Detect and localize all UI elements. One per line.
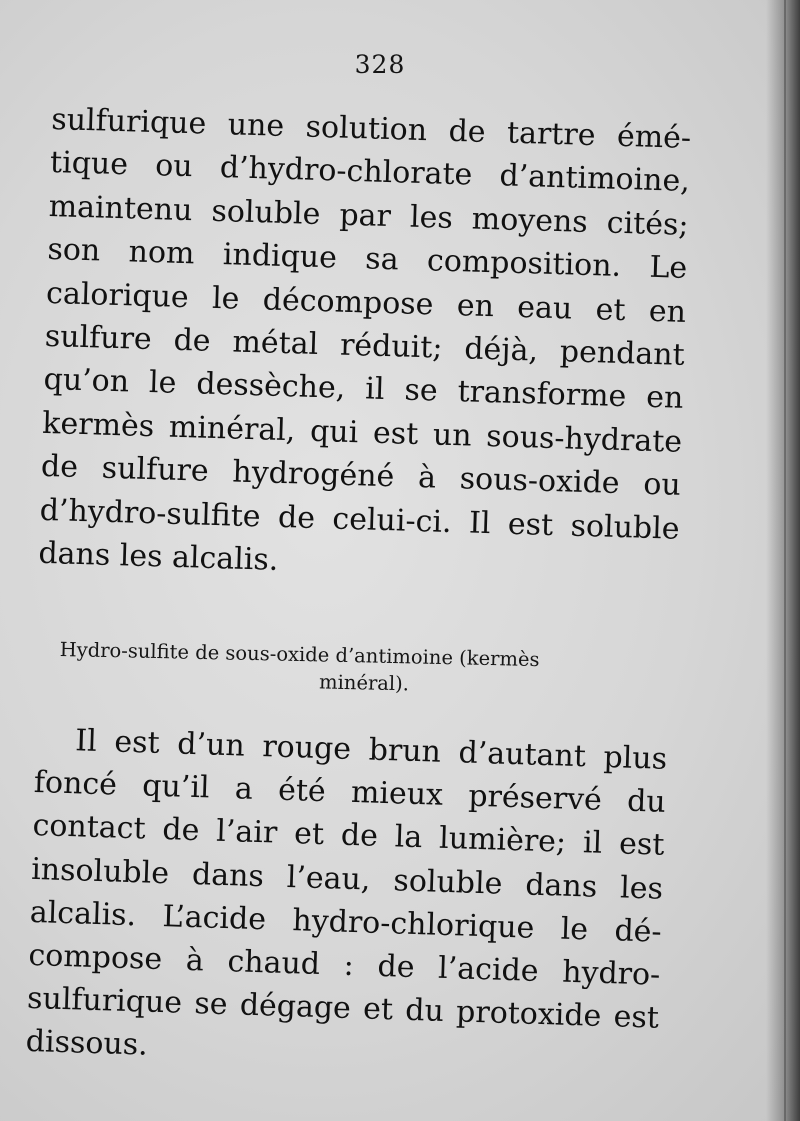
text-line: d’hydro-sulfite de celui-ci. Il est soluble xyxy=(39,492,681,547)
page-edge-shadow xyxy=(766,0,800,1121)
text-line: son nom indique sa composition. Le xyxy=(46,232,688,287)
text-line: kermès minéral, qui est un sous-hydrate xyxy=(41,405,683,460)
text-line: foncé qu’il a été mieux préservé du xyxy=(33,765,667,821)
text-line: contact de l’air et de la lumière; il est xyxy=(32,808,665,864)
text-line: maintenu soluble par les moyens cités; xyxy=(48,188,690,243)
text-line: compose à chaud : de l’acide hydro- xyxy=(27,937,661,993)
section-heading-line: minéral). xyxy=(318,670,410,696)
text-line: sulfure de métal réduit; déjà, pendant xyxy=(44,318,686,373)
text-line: dans les alcalis. xyxy=(37,535,279,578)
paragraph-2 xyxy=(25,718,668,1083)
text-line: insoluble dans l’eau, soluble dans les xyxy=(30,851,664,907)
page-edge-line xyxy=(784,0,786,1121)
text-line: Il est d’un rouge brun d’autant plus xyxy=(74,723,668,777)
section-heading xyxy=(59,636,670,703)
text-line: de sulfure hydrogéné à sous-oxide ou xyxy=(40,449,682,504)
text-line: alcalis. L’acide hydro-chlorique le dé- xyxy=(29,894,663,950)
text-line: sulfurique se dégage et du protoxide est xyxy=(26,981,660,1036)
text-line: qu’on le dessèche, il se transforme en xyxy=(43,362,684,417)
text-line: calorique le décompose en eau et en xyxy=(45,275,687,330)
page-number: 328 xyxy=(354,50,406,79)
text-line: dissous. xyxy=(25,1024,149,1064)
section-heading-line: Hydro-sulfite de sous-oxide d’antimoine (kermès xyxy=(59,637,540,672)
text-line: tique ou d’hydro-chlorate d’antimoine, xyxy=(49,145,691,200)
text-line: sulfurique une solution de tartre émé- xyxy=(50,101,692,156)
paragraph-1 xyxy=(38,98,692,594)
